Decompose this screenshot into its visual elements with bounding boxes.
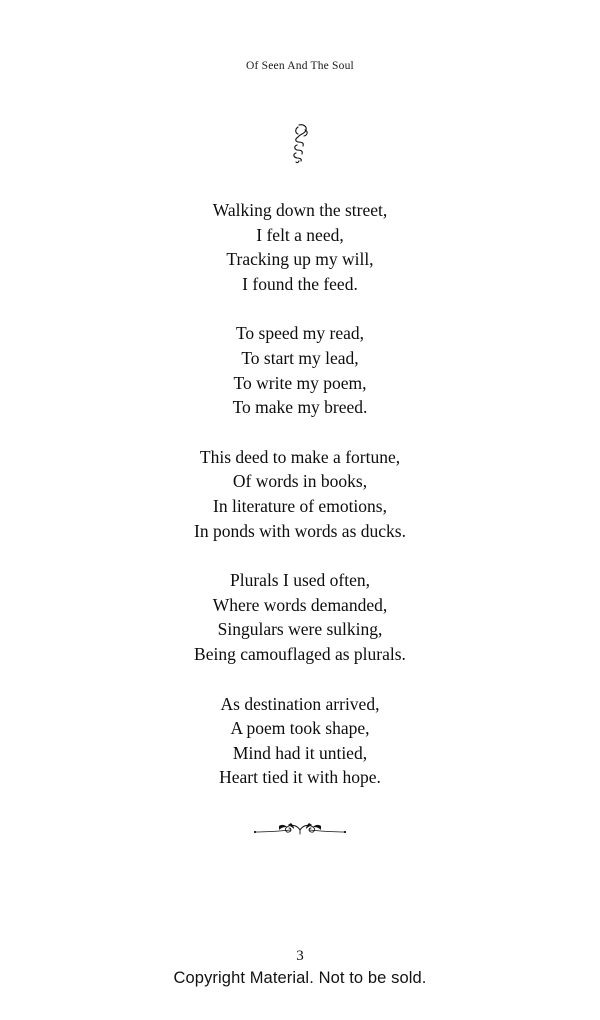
poem-line: As destination arrived, (220, 693, 380, 714)
poem-line: Of words in books, (232, 471, 368, 492)
poem-body (0, 198, 600, 790)
poem-line: I found the feed. (242, 273, 358, 294)
poem-line: Plurals I used often, (230, 570, 370, 591)
poem-line: Heart tied it with hope. (219, 767, 381, 788)
decorative-scroll-divider-icon (0, 816, 600, 846)
stanza (0, 692, 600, 790)
poem-line: This deed to make a fortune, (199, 446, 401, 467)
copyright-notice: Copyright Material. Not to be sold. (173, 969, 427, 987)
poem-line: To start my lead, (241, 347, 359, 368)
poem-line: To make my breed. (232, 397, 368, 418)
poem-line: Being camouflaged as plurals. (194, 643, 406, 664)
poem-line: To speed my read, (235, 323, 365, 344)
running-head: Of Seen And The Soul (246, 60, 354, 72)
poem-line: In ponds with words as ducks. (194, 520, 406, 541)
document-page (0, 60, 600, 1020)
poem-line: To write my poem, (233, 372, 367, 393)
stanza (0, 445, 600, 543)
poem-line: Walking down the street, (212, 200, 388, 220)
stanza (0, 198, 600, 296)
decorative-drop-cap-flourish-icon (0, 120, 600, 166)
poem-line: A poem took shape, (230, 718, 370, 739)
page-footer (0, 948, 600, 988)
poem-line: I felt a need, (256, 224, 344, 245)
poem-line: Singulars were sulking, (217, 619, 383, 640)
stanza (0, 321, 600, 419)
poem-line: Where words demanded, (212, 594, 388, 615)
page-number: 3 (296, 948, 304, 964)
poem-line: Tracking up my will, (226, 249, 374, 270)
poem-line: In literature of emotions, (213, 495, 387, 516)
poem-line: Mind had it untied, (232, 742, 368, 763)
stanza (0, 568, 600, 666)
